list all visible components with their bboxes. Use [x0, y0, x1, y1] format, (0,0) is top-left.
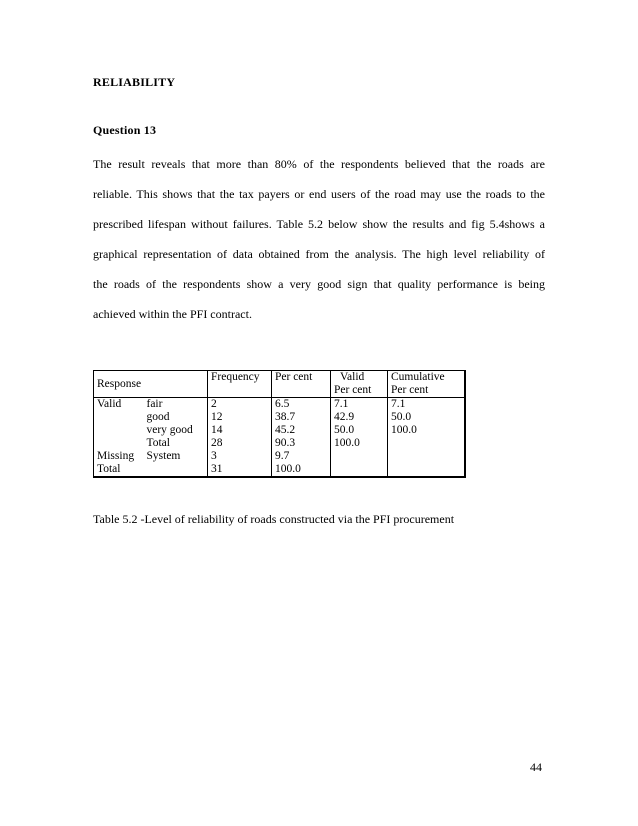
row-category: [144, 463, 208, 477]
row-per-cent: 38.7: [272, 411, 331, 424]
row-valid-per-cent: [331, 450, 388, 463]
row-cumulative-per-cent: [388, 450, 465, 463]
row-valid-per-cent: 50.0: [331, 424, 388, 437]
row-cumulative-per-cent: 7.1: [388, 398, 465, 412]
paragraph-line: The result reveals that more than 80% of the respondents believed that the roads are: [93, 157, 545, 171]
row-per-cent: 90.3: [272, 437, 331, 450]
row-per-cent: 45.2: [272, 424, 331, 437]
row-group: [94, 424, 144, 437]
header-cumulative-line1: Cumulative: [391, 371, 445, 383]
row-cumulative-per-cent: 50.0: [388, 411, 465, 424]
row-category: System: [146, 450, 181, 462]
row-per-cent: 100.0: [272, 463, 331, 477]
reliability-table: [93, 370, 466, 478]
page-number: 44: [530, 760, 542, 774]
row-valid-per-cent: 42.9: [331, 411, 388, 424]
row-frequency: 28: [208, 437, 272, 450]
row-cumulative-per-cent: [388, 463, 465, 477]
header-cumulative-per-cent: [388, 371, 465, 398]
row-frequency: 31: [208, 463, 272, 477]
row-category: Total: [146, 437, 170, 449]
paragraph-line: reliable. This shows that the tax payers or end users of the road may use the roads to the: [93, 187, 545, 201]
header-response: Response: [94, 371, 208, 398]
row-valid-per-cent: [331, 463, 388, 477]
row-frequency: 14: [208, 424, 272, 437]
table-row: [94, 411, 465, 424]
table-row: [94, 398, 465, 412]
table-row: [94, 450, 465, 463]
row-cumulative-per-cent: 100.0: [388, 424, 465, 437]
row-group: [94, 411, 144, 424]
table-caption: Table 5.2 -Level of reliability of roads constructed via the PFI procurement: [93, 512, 455, 526]
row-valid-per-cent: 7.1: [331, 398, 388, 412]
header-cumulative-line2: Per cent: [391, 384, 429, 396]
row-group: [94, 437, 144, 450]
table-header-row: [94, 371, 465, 398]
row-valid-per-cent: 100.0: [331, 437, 388, 450]
row-category: good: [146, 411, 170, 423]
row-frequency: 3: [208, 450, 272, 463]
table-row: [94, 424, 465, 437]
header-per-cent: Per cent: [272, 371, 331, 398]
header-valid-per-cent: [331, 371, 388, 398]
row-group: Missing: [94, 450, 144, 463]
row-per-cent: 6.5: [272, 398, 331, 412]
section-heading: RELIABILITY: [93, 75, 176, 89]
question-heading: Question 13: [93, 123, 157, 137]
paragraph-line: the roads of the respondents show a very good sign that quality performance is being: [93, 277, 545, 291]
header-valid-line1: Valid: [340, 371, 365, 383]
table-row: [94, 437, 465, 450]
row-category: very good: [146, 424, 193, 436]
paragraph-line: prescribed lifespan without failures. Table 5.2 below show the results and fig 5.4shows a: [93, 217, 545, 231]
row-cumulative-per-cent: [388, 437, 465, 450]
row-frequency: 2: [208, 398, 272, 412]
header-frequency: Frequency: [208, 371, 272, 398]
row-group: Valid: [94, 398, 144, 412]
paragraph-line: achieved within the PFI contract.: [93, 307, 252, 321]
table-row: [94, 463, 465, 477]
row-category: fair: [146, 398, 163, 410]
row-group: Total: [94, 463, 144, 477]
row-per-cent: 9.7: [272, 450, 331, 463]
header-valid-line2: Per cent: [334, 384, 372, 396]
body-paragraph: [93, 149, 545, 329]
row-frequency: 12: [208, 411, 272, 424]
paragraph-line: graphical representation of data obtained from the analysis. The high level reliability of: [93, 247, 545, 261]
